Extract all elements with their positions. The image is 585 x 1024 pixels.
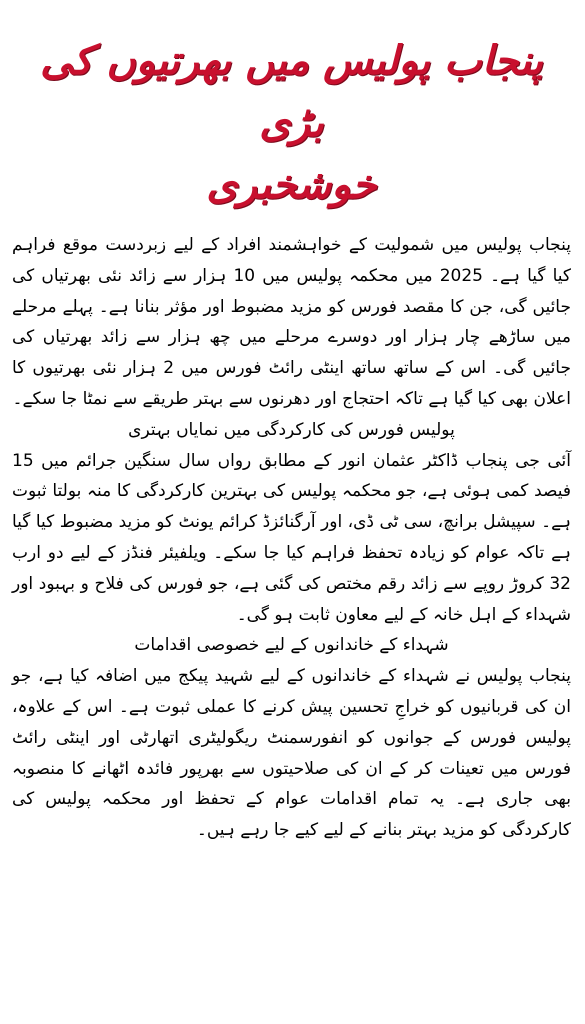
article-headline <box>12 30 571 216</box>
subheading-performance: پولیس فورس کی کارکردگی میں نمایاں بہتری <box>128 419 455 440</box>
paragraph-recruitment: پنجاب پولیس میں شمولیت کے خواہشمند افراد کے لیے زبردست موقع فراہم کیا گیا ہے۔ 2025 میں محکمہ پولیس میں 10 ہزار سے زائد نئی بھرتیاں کی جائیں گی، جن کا مقصد فورس کو مزید مضبوط اور مؤثر بنانا ہے۔ پہلے مرحلے میں ساڑھے چار ہزار اور دوسرے مرحلے میں چھ ہزار سے زائد بھرتیاں کی جائیں گی۔ اس کے ساتھ ساتھ اینٹی رائٹ فورس میں 2 ہزار نئی بھرتیوں کا اعلان بھی کیا گیا ہے تاکہ احتجاج اور دھرنوں سے بہتر طریقے سے نمٹا جا سکے۔ <box>12 235 571 409</box>
paragraph-performance: آئی جی پنجاب ڈاکٹر عثمان انور کے مطابق رواں سال سنگین جرائم میں 15 فیصد کمی ہوئی ہے، جو محکمہ پولیس کی بہترین کارکردگی کا منہ بولتا ثبوت ہے۔ سپیشل برانچ، سی ٹی ڈی، اور آرگنائزڈ کرائم یونٹ کو مزید مضبوط کیا گیا ہے تاکہ عوام کو زیادہ تحفظ فراہم کیا جا سکے۔ ویلفیئر فنڈز کے لیے دو ارب 32 کروڑ روپے سے زائد رقم مختص کی گئی ہے، جو فورس کی فلاح و بہبود اور شہداء کے اہل خانہ کے لیے معاون ثابت ہو گی۔ <box>12 450 571 625</box>
subheading-martyrs-families: شہداء کے خاندانوں کے لیے خصوصی اقدامات <box>134 635 449 656</box>
headline-line-1: پنجاب پولیس میں بھرتیوں کی بڑی <box>40 38 543 146</box>
headline-line-2: خوشخبری <box>206 162 377 208</box>
paragraph-martyrs-families: پنجاب پولیس نے شہداء کے خاندانوں کے لیے شہید پیکج میں اضافہ کیا ہے، جو ان کی قربانیوں کو خراجِ تحسین پیش کرنے کا عملی ثبوت ہے۔ اس کے علاوہ، پولیس فورس کے جوانوں کو انفورسمنٹ ریگولیٹری اتھارٹی اور اینٹی رائٹ فورس میں تعینات کر کے ان کی صلاحیتوں سے بھرپور فائدہ اٹھانے کا منصوبہ بھی جاری ہے۔ یہ تمام اقدامات عوام کے تحفظ اور محکمہ پولیس کی کارکردگی کو مزید بہتر بنانے کے لیے کیے جا رہے ہیں۔ <box>12 666 571 841</box>
article-body <box>12 230 571 846</box>
